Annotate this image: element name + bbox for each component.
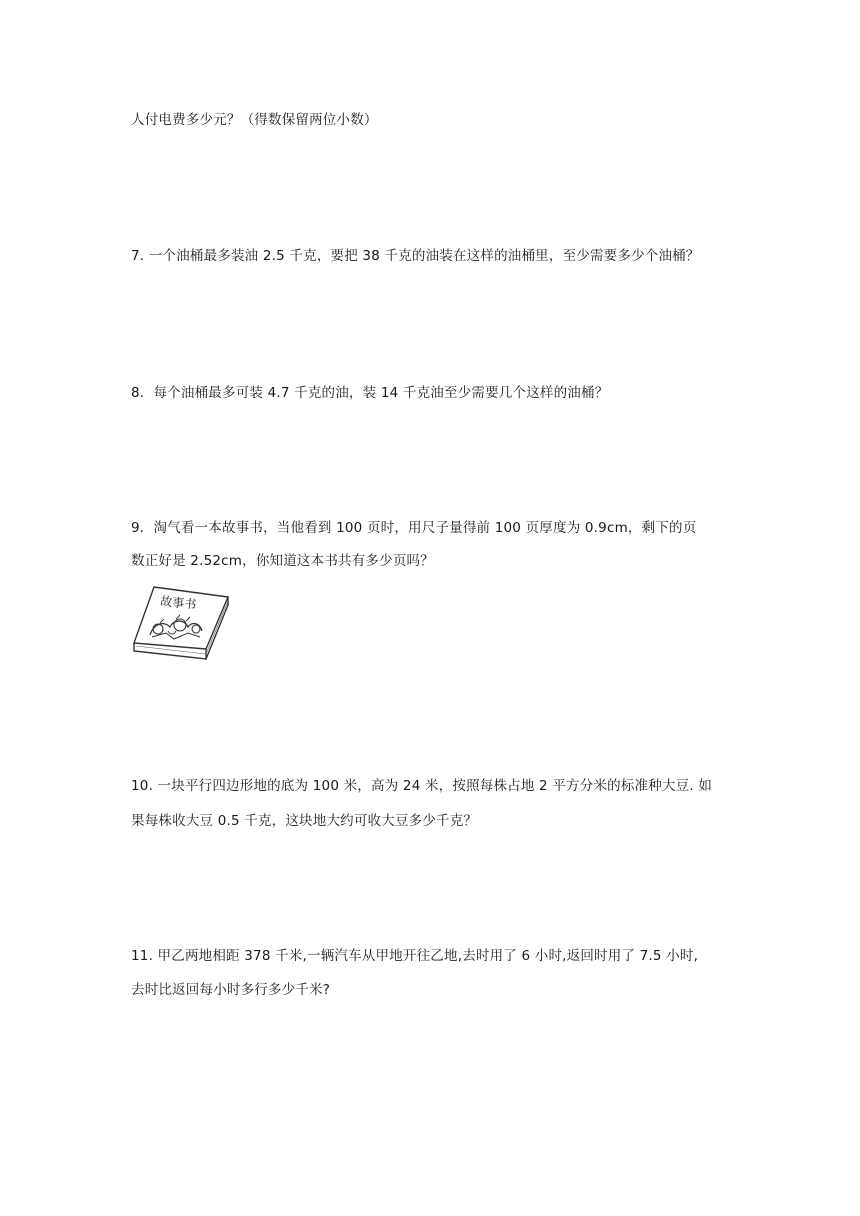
question-9-line-1: 9．淘气看一本故事书，当他看到 100 页时，用尺子量得前 100 页厚度为 0.9cm，剩下的页 — [131, 520, 697, 536]
question-10-line-1: 10. 一块平行四边形地的底为 100 米，高为 24 米，按照每株占地 2 平方分米的标准种大豆. 如 — [131, 778, 713, 794]
question-6-continuation: 人付电费多少元？（得数保留两位小数） — [131, 112, 378, 128]
book-title-text: 故事书 — [159, 594, 197, 612]
question-11-line-2: 去时比返回每小时多行多少千米? — [131, 982, 331, 998]
question-11-line-1: 11. 甲乙两地相距 378 千米,一辆汽车从甲地开往乙地,去时用了 6 小时,返回时用了 7.5 小时, — [131, 948, 699, 964]
question-9-line-2: 数正好是 2.52cm，你知道这本书共有多少页吗？ — [131, 553, 434, 569]
question-7: 7. 一个油桶最多装油 2.5 千克，要把 38 千克的油装在这样的油桶里，至少需要多少个油桶？ — [131, 248, 700, 264]
question-10-line-2: 果每株收大豆 0.5 千克，这块地大约可收大豆多少千克？ — [131, 813, 478, 829]
question-8: 8．每个油桶最多可装 4.7 千克的油，装 14 千克油至少需要几个这样的油桶？ — [131, 385, 609, 401]
storybook-illustration — [130, 583, 232, 665]
